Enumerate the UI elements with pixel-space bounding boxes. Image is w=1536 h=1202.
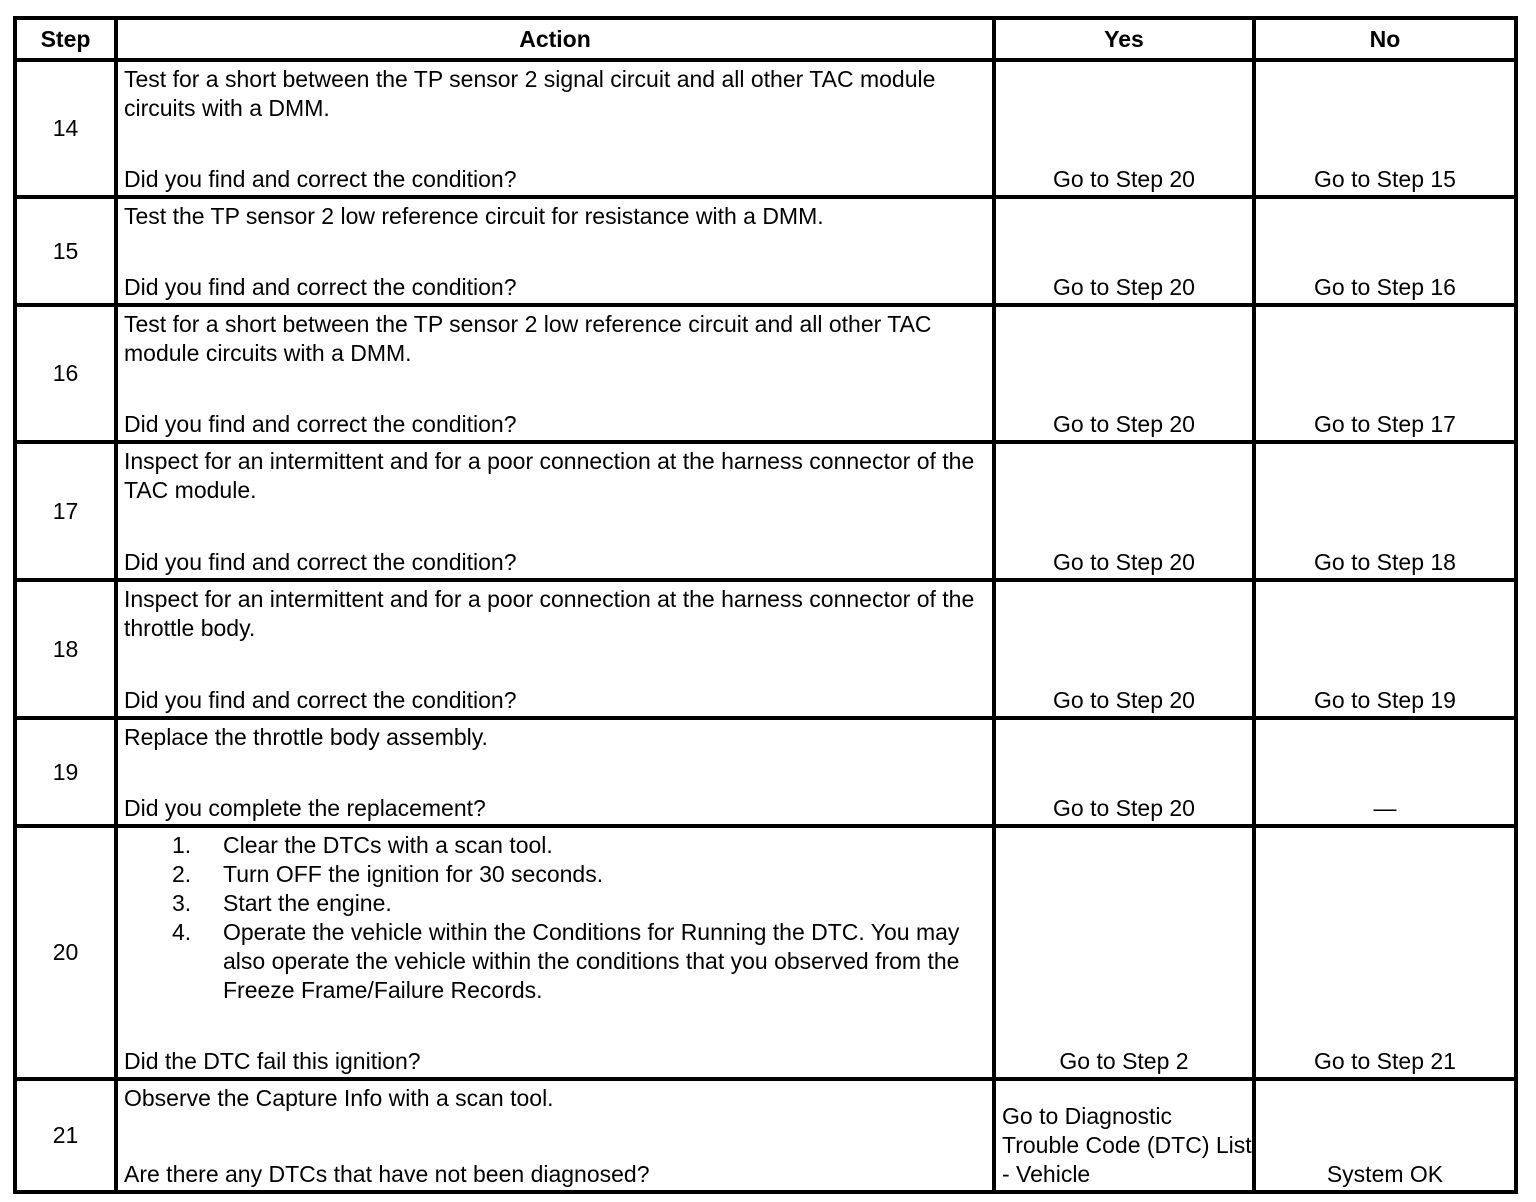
yes-result: Go to Step 20 [994,442,1254,580]
yes-result: Go to Step 20 [994,60,1254,197]
step-number: 17 [15,442,116,580]
action-question: Did you complete the replacement? [124,795,486,821]
header-yes: Yes [994,18,1254,60]
step-number: 16 [15,305,116,442]
no-result: — [1254,718,1516,826]
step-number: 20 [15,826,116,1079]
no-result: Go to Step 21 [1254,826,1516,1079]
yes-result: Go to Diagnostic Trouble Code (DTC) List - Vehicle [994,1079,1254,1192]
list-item-text: Turn OFF the ignition for 30 seconds. [223,861,604,887]
action-text: Test for a short between the TP sensor 2 signal circuit and all other TAC module circuits with a DMM. [124,66,936,121]
no-result: Go to Step 18 [1254,442,1516,580]
action-text: Test the TP sensor 2 low reference circuit for resistance with a DMM. [124,203,824,229]
list-item-number: 3. [172,890,192,916]
action-cell [116,60,994,197]
table-row [15,197,1516,305]
action-cell [116,305,994,442]
yes-result: Go to Step 20 [994,580,1254,718]
yes-result: Go to Step 20 [994,305,1254,442]
action-cell [116,442,994,580]
list-item [172,889,984,918]
table-row [15,826,1516,1079]
no-result: Go to Step 16 [1254,197,1516,305]
no-result: Go to Step 15 [1254,60,1516,197]
list-item [172,918,984,1005]
action-question: Did you find and correct the condition? [124,274,517,300]
list-item-text: Clear the DTCs with a scan tool. [223,832,553,858]
table-row [15,1079,1516,1192]
action-question: Are there any DTCs that have not been diagnosed? [124,1161,650,1187]
action-cell [116,1079,994,1192]
list-item-number: 4. [172,919,192,945]
yes-result: Go to Step 2 [994,826,1254,1079]
action-text: Inspect for an intermittent and for a poor connection at the harness connector of the throttle body. [124,586,975,641]
table-row [15,305,1516,442]
yes-result: Go to Step 20 [994,718,1254,826]
list-item-text: Start the engine. [223,890,392,916]
step-number: 15 [15,197,116,305]
list-item-text: Operate the vehicle within the Conditions for Running the DTC. You may also operate the vehicle within the conditions that you observed from the Freeze Frame/Failure Records. [223,919,960,1003]
list-item [172,831,984,860]
list-item [172,860,984,889]
action-cell [116,718,994,826]
table-row [15,442,1516,580]
table-row [15,580,1516,718]
action-question: Did you find and correct the condition? [124,687,517,713]
yes-result: Go to Step 20 [994,197,1254,305]
table-row [15,718,1516,826]
list-item-number: 2. [172,861,192,887]
action-steps-list [124,831,984,1005]
action-cell [116,580,994,718]
step-number: 19 [15,718,116,826]
header-step: Step [15,18,116,60]
step-number: 18 [15,580,116,718]
no-result: Go to Step 17 [1254,305,1516,442]
diagnostic-steps-table [13,16,1518,1194]
list-item-number: 1. [172,832,192,858]
action-cell [116,197,994,305]
step-number: 14 [15,60,116,197]
action-question: Did the DTC fail this ignition? [124,1048,421,1074]
action-text: Test for a short between the TP sensor 2 low reference circuit and all other TAC module circuits with a DMM. [124,311,932,366]
header-no: No [1254,18,1516,60]
action-cell [116,826,994,1079]
action-question: Did you find and correct the condition? [124,549,517,575]
action-question: Did you find and correct the condition? [124,166,517,192]
action-question: Did you find and correct the condition? [124,411,517,437]
action-text: Inspect for an intermittent and for a poor connection at the harness connector of the TAC module. [124,448,975,503]
step-number: 21 [15,1079,116,1192]
no-result: Go to Step 19 [1254,580,1516,718]
header-row [15,18,1516,60]
action-text: Observe the Capture Info with a scan tool. [124,1085,554,1111]
no-result: System OK [1254,1079,1516,1192]
table-row [15,60,1516,197]
action-text: Replace the throttle body assembly. [124,724,488,750]
header-action: Action [116,18,994,60]
